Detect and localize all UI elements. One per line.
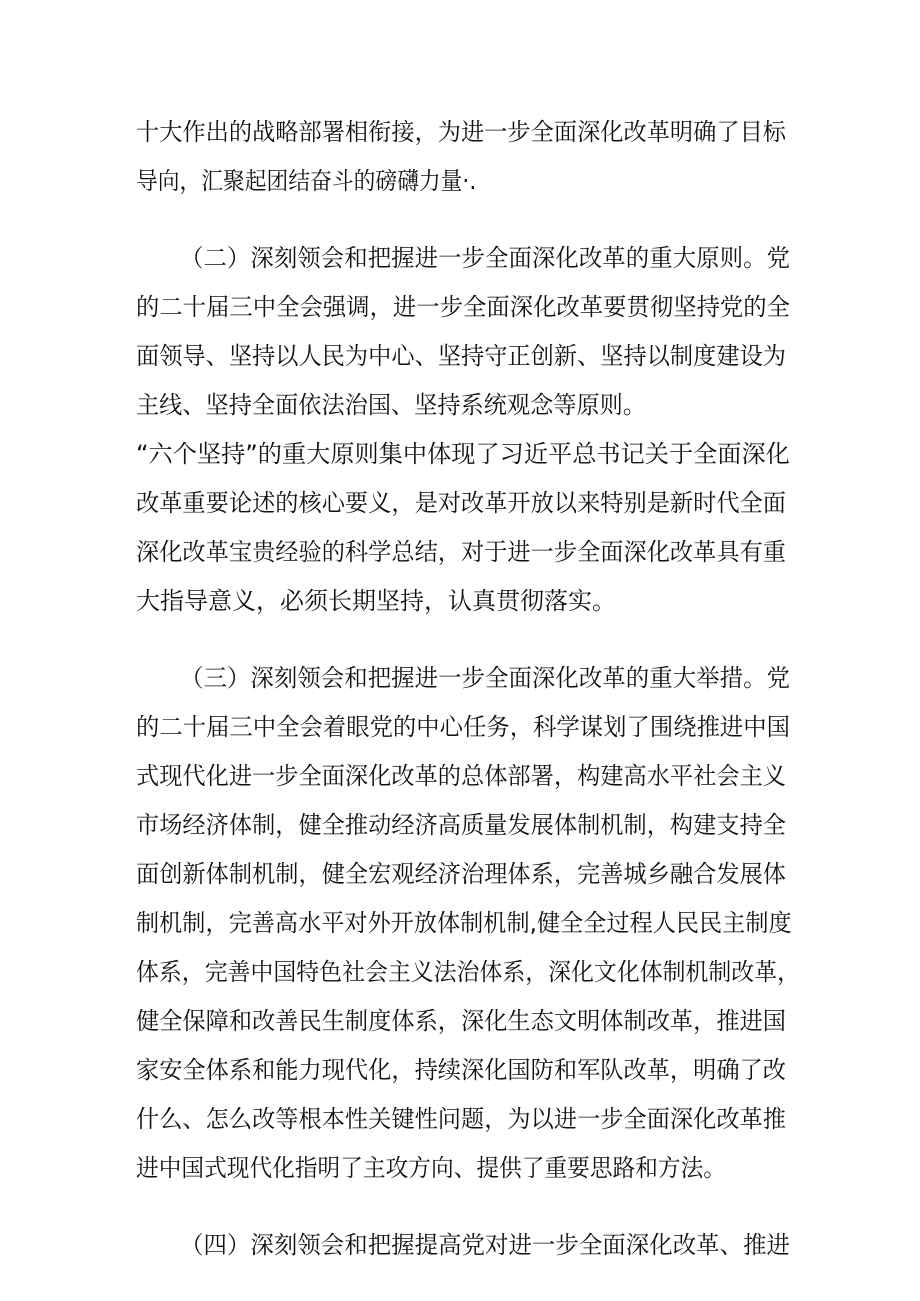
text-line-19: 家安全体系和能力现代化，持续深化国防和军队改革，明确了改 <box>136 1056 786 1084</box>
text-line-18: 健全保障和改善民生制度体系，深化生态文明体制改革，推进国 <box>136 1007 786 1035</box>
text-line-9: 深化改革宝贵经验的科学总结，对于进一步全面深化改革具有重 <box>136 538 786 566</box>
text-line-21: 进中国式现代化指明了主攻方向、提供了重要思路和方法。 <box>136 1154 726 1182</box>
text-line-16: 制机制，完善高水平对外开放体制机制,健全全过程人民民主制度 <box>136 909 792 937</box>
text-line-5: 面领导、坚持以人民为中心、坚持守正创新、坚持以制度建设为 <box>136 342 786 370</box>
text-line-11: （三）深刻领会和把握进一步全面深化改革的重大举措。党 <box>180 664 790 692</box>
text-line-12: 的二十届三中全会着眼党的中心任务，科学谋划了围绕推进中国 <box>136 713 790 741</box>
text-line-7: “六个坚持”的重大原则集中体现了习近平总书记关于全面深化 <box>136 440 790 468</box>
text-line-14: 市场经济体制，健全推动经济高质量发展体制机制，构建支持全 <box>136 811 786 839</box>
text-line-6: 主线、坚持全面依法治国、坚持系统观念等原则。 <box>136 391 646 419</box>
text-line-2: 导向，汇聚起团结奋斗的磅礴力量·. <box>136 167 477 195</box>
text-line-4: 的二十届三中全会强调，进一步全面深化改革要贯彻坚持党的全 <box>136 293 790 321</box>
text-line-10: 大指导意义，必须长期坚持，认真贯彻落实。 <box>136 587 616 615</box>
text-line-13: 式现代化进一步全面深化改革的总体部署，构建高水平社会主义 <box>136 762 786 790</box>
text-line-17: 体系，完善中国特色社会主义法治体系，深化文化体制机制改革， <box>136 958 800 986</box>
text-line-15: 面创新体制机制，健全宏观经济治理体系，完善城乡融合发展体 <box>136 860 786 888</box>
text-line-8: 改革重要论述的核心要义，是对改革开放以来特别是新时代全面 <box>136 489 786 517</box>
text-line-3: （二）深刻领会和把握进一步全面深化改革的重大原则。党 <box>180 244 790 272</box>
text-line-20: 什么、怎么改等根本性关键性问题，为以进一步全面深化改革推 <box>136 1105 786 1133</box>
text-line-1: 十大作出的战略部署相衔接，为进一步全面深化改革明确了目标 <box>136 118 786 146</box>
text-line-22: （四）深刻领会和把握提高党对进一步全面深化改革、推进 <box>180 1231 790 1259</box>
